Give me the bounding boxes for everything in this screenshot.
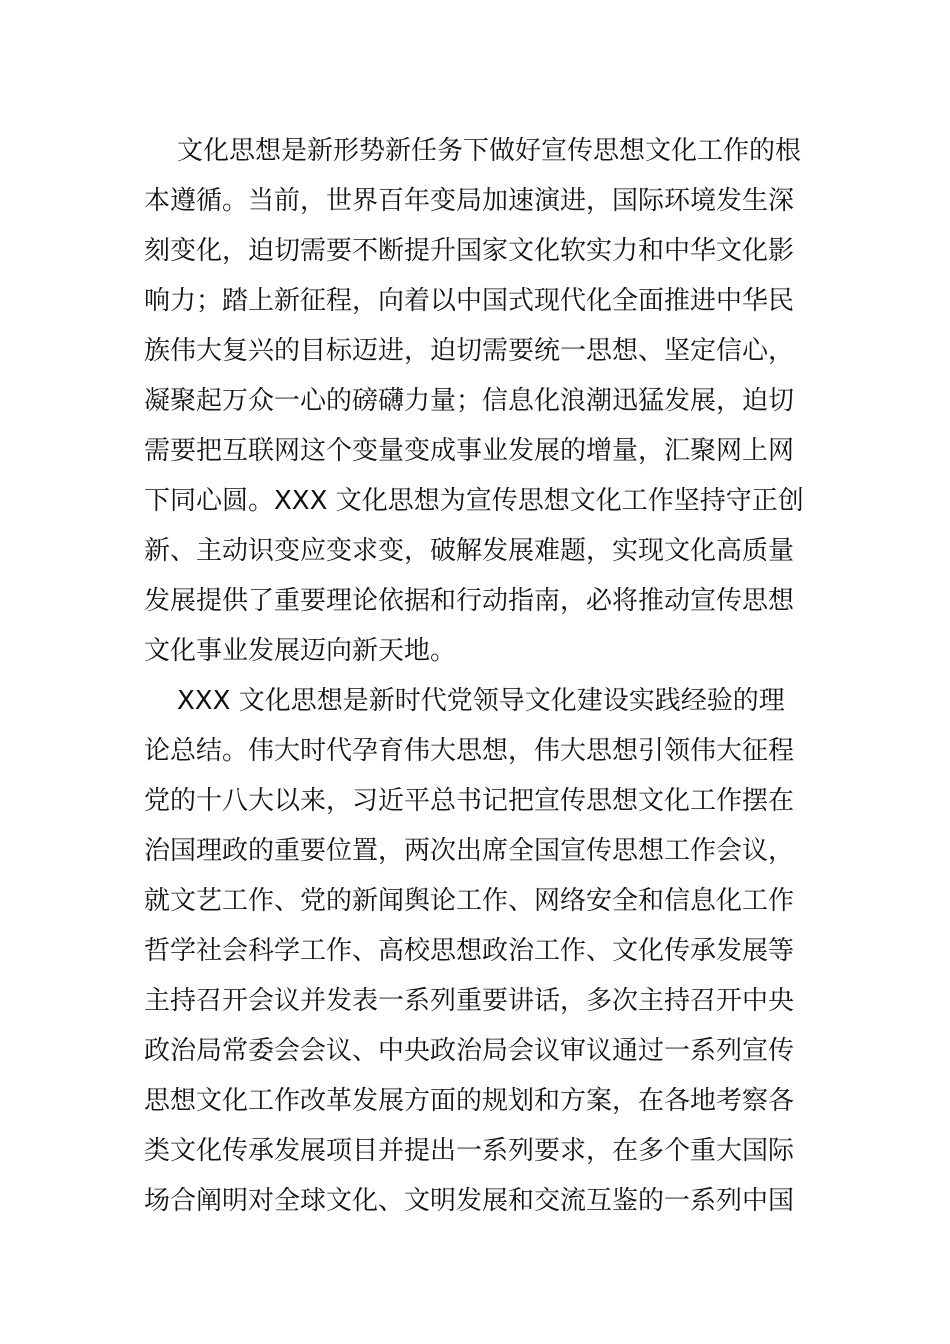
paragraph-line: 文化事业发展迈向新天地。 <box>144 636 457 666</box>
paragraph-line: 主持召开会议并发表一系列重要讲话，多次主持召开中央 <box>144 986 795 1016</box>
paragraph-line: 政治局常委会会议、中央政治局会议审议通过一系列宣传 <box>144 1036 795 1066</box>
paragraph-line: 论总结。伟大时代孕育伟大思想，伟大思想引领伟大征程 <box>144 736 795 766</box>
paragraph-line: 本遵循。当前，世界百年变局加速演进，国际环境发生深 <box>144 186 795 216</box>
paragraph-line: 就文艺工作、党的新闻舆论工作、网络安全和信息化工作 <box>144 886 795 916</box>
paragraph-line: 文化思想是新形势新任务下做好宣传思想文化工作的根 <box>177 136 802 166</box>
paragraph-line: 场合阐明对全球文化、文明发展和交流互鉴的一系列中国 <box>144 1186 795 1216</box>
document-body <box>144 126 808 1226</box>
paragraph-line: 需要把互联网这个变量变成事业发展的增量，汇聚网上网 <box>144 436 795 466</box>
paragraph-line: 族伟大复兴的目标迈进，迫切需要统一思想、坚定信心， <box>144 336 795 366</box>
paragraph-line: 党的十八大以来，习近平总书记把宣传思想文化工作摆在 <box>144 786 795 816</box>
paragraph-line: XXX 文化思想是新时代党领导文化建设实践经验的理 <box>177 686 785 716</box>
paragraph-line: 治国理政的重要位置，两次出席全国宣传思想工作会议， <box>144 836 795 866</box>
paragraph-line: 新、主动识变应变求变，破解发展难题，实现文化高质量 <box>144 536 795 566</box>
paragraph-1 <box>144 126 808 676</box>
paragraph-line: 类文化传承发展项目并提出一系列要求，在多个重大国际 <box>144 1136 795 1166</box>
paragraph-line: 思想文化工作改革发展方面的规划和方案，在各地考察各 <box>144 1086 795 1116</box>
paragraph-line: 下同心圆。XXX 文化思想为宣传思想文化工作坚持守正创 <box>144 486 804 516</box>
paragraph-line: 哲学社会科学工作、高校思想政治工作、文化传承发展等 <box>144 936 795 966</box>
paragraph-line: 发展提供了重要理论依据和行动指南，必将推动宣传思想 <box>144 586 795 616</box>
paragraph-line: 凝聚起万众一心的磅礴力量；信息化浪潮迅猛发展，迫切 <box>144 386 795 416</box>
paragraph-2 <box>144 676 808 1226</box>
paragraph-line: 响力；踏上新征程，向着以中国式现代化全面推进中华民 <box>144 286 795 316</box>
paragraph-line: 刻变化，迫切需要不断提升国家文化软实力和中华文化影 <box>144 236 795 266</box>
